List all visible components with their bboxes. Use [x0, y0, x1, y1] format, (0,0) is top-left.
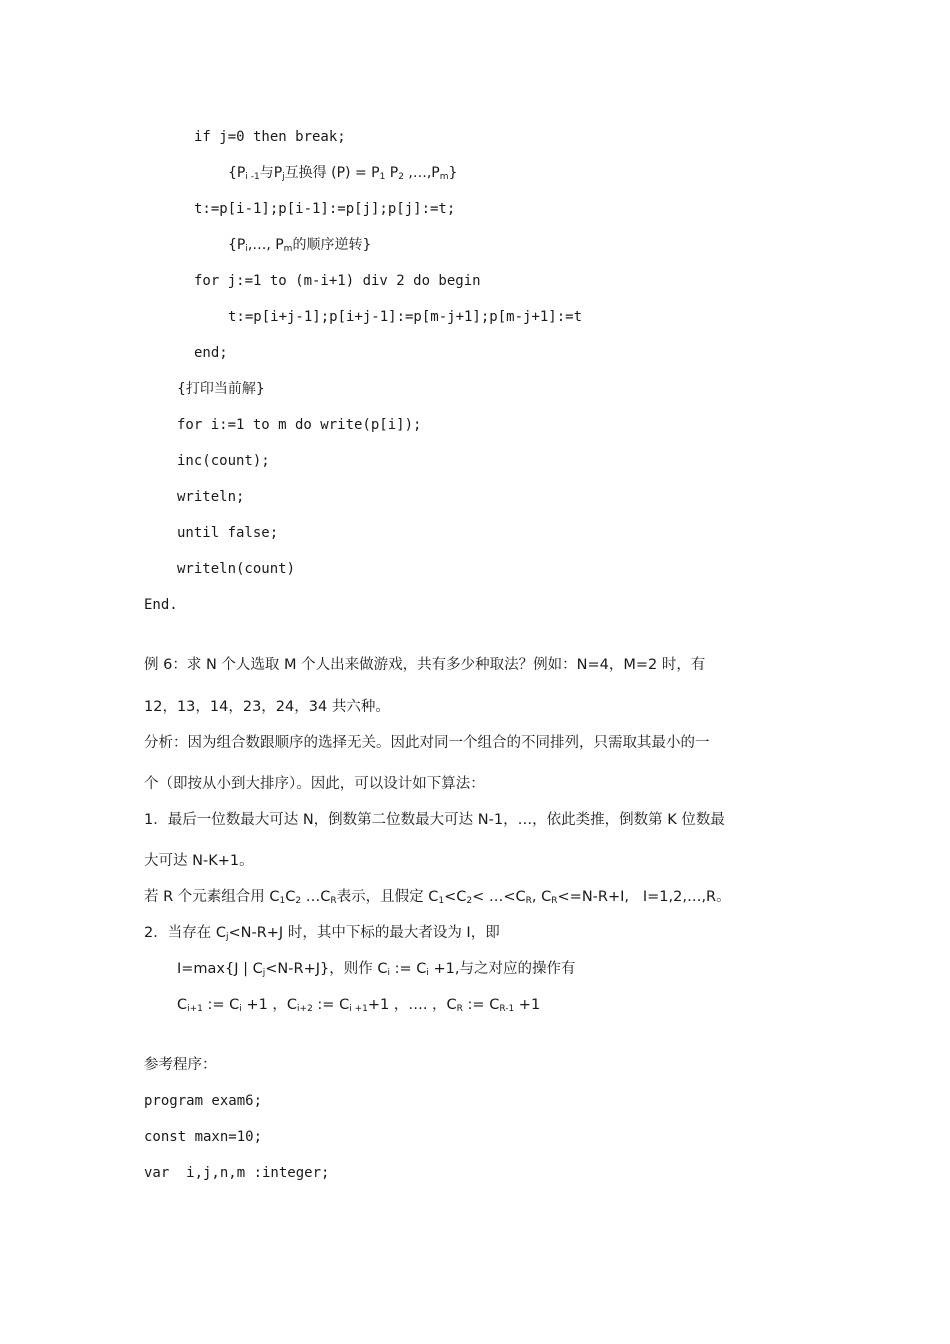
example6-question-cont: 12，13，14，23，24，34 共六种。: [144, 699, 390, 715]
reference-program-title: 参考程序：: [144, 1057, 217, 1073]
example6-step2-formula: I=max{J | $C_j<N-R+J$}，则作 $C_i$ := $C_i +1$,与之对应的操作有: [177, 961, 576, 978]
example6-step1-cont: 大可达 N-K+1。: [144, 853, 254, 869]
code-line-var: var i,j,n,m :integer;: [144, 1165, 330, 1181]
code-line-reverse-swap: t:=p[i+j-1];p[i+j-1]:=p[m-j+1];p[m-j+1]:=t: [228, 309, 583, 325]
example6-analysis: 分析：因为组合数跟顺序的选择无关。因此对同一个组合的不同排列，只需取其最小的一: [144, 735, 710, 751]
example6-step2-operations: $C_{i+1}$ := $C_i +1$ ，$C_{i+2}$ := $C_{i +1}+1$ ，…. ，$C_R$ := $C_{R-1} +1$: [177, 997, 541, 1014]
code-line-writeln: writeln;: [177, 489, 245, 505]
code-line-if-break: if j=0 then break;: [194, 129, 346, 145]
code-line-const: const maxn=10;: [144, 1129, 263, 1145]
code-line-for-j: for j:=1 to (m-i+1) div 2 do begin: [194, 273, 481, 289]
comment-swap: {$P_{i -1}$与$P_j$互换得 $(P) = P_1$ $P_2$ $,\dots,P_m$}: [228, 165, 458, 182]
code-line-for-i: for i:=1 to m do write(p[i]);: [177, 417, 422, 433]
code-line-end: end;: [194, 345, 228, 361]
code-line-writeln-count: writeln(count): [177, 561, 296, 577]
code-line-inc: inc(count);: [177, 453, 270, 469]
code-line-swap: t:=p[i-1];p[i-1]:=p[j];p[j]:=t;: [194, 201, 456, 217]
code-line-program: program exam6;: [144, 1093, 263, 1109]
comment-reverse: {$P_i,\dots$, $P_m$的顺序逆转}: [228, 237, 372, 254]
code-line-end-program: End.: [144, 597, 178, 613]
example6-step1: 1．最后一位数最大可达 N，倒数第二位数最大可达 N-1，…，依此类推，倒数第 K 位数最: [144, 812, 725, 828]
example6-analysis-cont: 个（即按从小到大排序）。因此，可以设计如下算法：: [144, 776, 485, 792]
example6-question: 例 6：求 N 个人选取 M 个人出来做游戏，共有多少种取法？例如：N=4，M=2 时，有: [144, 657, 706, 673]
code-line-until: until false;: [177, 525, 279, 541]
example6-step2: 2．当存在 $C_j<N-R+J$ 时，其中下标的最大者设为 I，即: [144, 925, 500, 942]
comment-print: {打印当前解}: [177, 381, 265, 397]
example6-combination-def: 若 R 个元素组合用 $C_1C_2$ $\dots C_R$表示，且假定 $C_1<C_2<$ $\dots<C_R$, $C_R<=N-R+I$, I=1,2,…,R。: [144, 889, 731, 906]
